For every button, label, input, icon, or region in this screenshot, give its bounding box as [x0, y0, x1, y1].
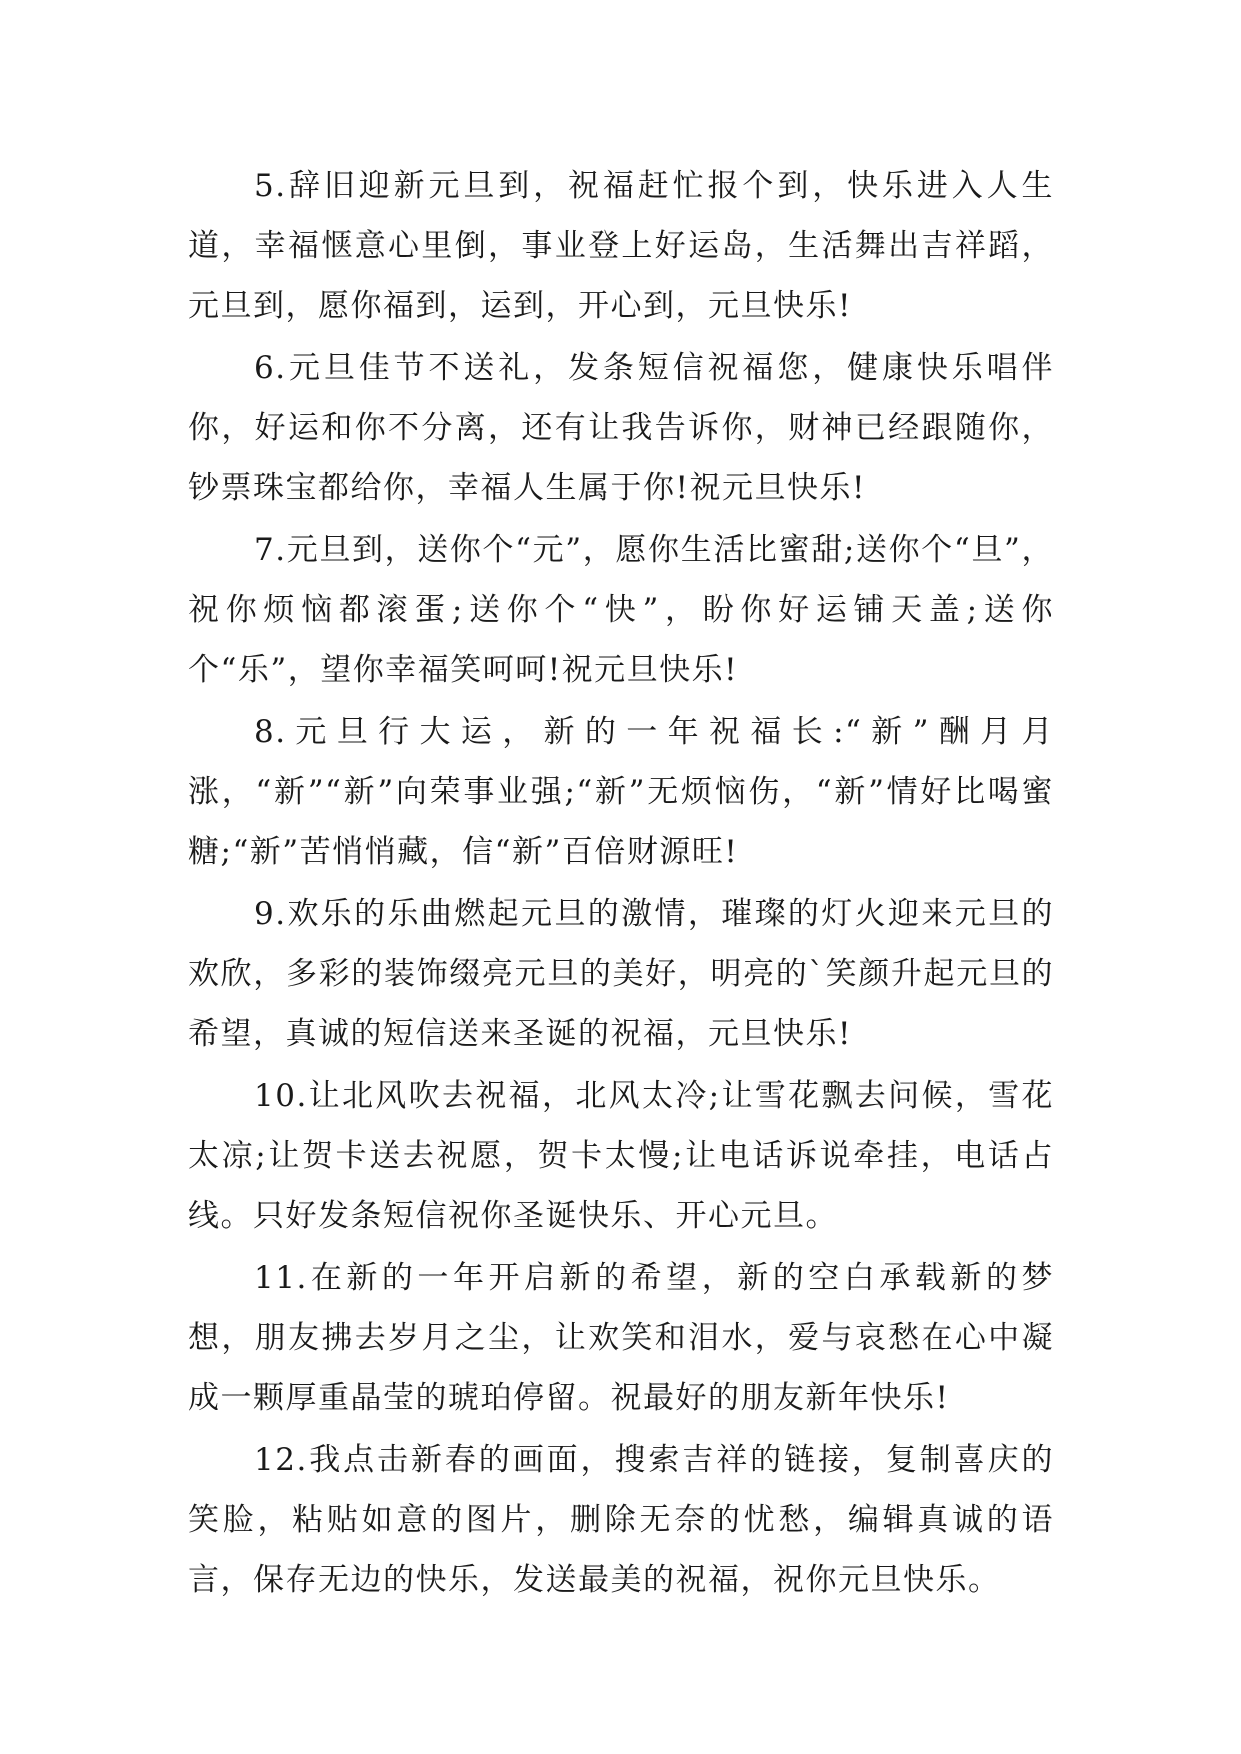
paragraph-12: 12.我点击新春的画面，搜索吉祥的链接，复制喜庆的笑脸，粘贴如意的图片，删除无奈的忧愁，编辑真诚的语言，保存无边的快乐，发送最美的祝福，祝你元旦快乐。	[188, 1442, 1054, 1598]
paragraph-10: 10.让北风吹去祝福，北风太冷;让雪花飘去问候，雪花太凉;让贺卡送去祝愿，贺卡太慢;让电话诉说牵挂，电话占线。只好发条短信祝你圣诞快乐、开心元旦。	[188, 1078, 1054, 1234]
paragraph-5: 5.辞旧迎新元旦到，祝福赶忙报个到，快乐进入人生道，幸福惬意心里倒，事业登上好运岛，生活舞出吉祥蹈，元旦到，愿你福到，运到，开心到，元旦快乐!	[188, 168, 1054, 324]
paragraph-8: 8.元旦行大运，新的一年祝福长:“新”酬月月涨，“新”“新”向荣事业强;“新”无烦恼伤，“新”情好比喝蜜糖;“新”苦悄悄藏，信“新”百倍财源旺!	[188, 714, 1054, 870]
paragraph-6: 6.元旦佳节不送礼，发条短信祝福您，健康快乐唱伴你，好运和你不分离，还有让我告诉你，财神已经跟随你，钞票珠宝都给你，幸福人生属于你!祝元旦快乐!	[188, 350, 1054, 506]
paragraph-7: 7.元旦到，送你个“元”，愿你生活比蜜甜;送你个“旦”，祝你烦恼都滚蛋;送你个“快”，盼你好运铺天盖;送你个“乐”，望你幸福笑呵呵!祝元旦快乐!	[188, 532, 1054, 688]
paragraph-9: 9.欢乐的乐曲燃起元旦的激情，璀璨的灯火迎来元旦的欢欣，多彩的装饰缀亮元旦的美好，明亮的`笑颜升起元旦的希望，真诚的短信送来圣诞的祝福，元旦快乐!	[188, 896, 1054, 1052]
paragraph-11: 11.在新的一年开启新的希望，新的空白承载新的梦想，朋友拂去岁月之尘，让欢笑和泪水，爱与哀愁在心中凝成一颗厚重晶莹的琥珀停留。祝最好的朋友新年快乐!	[188, 1260, 1054, 1416]
document-body	[188, 156, 1054, 1612]
